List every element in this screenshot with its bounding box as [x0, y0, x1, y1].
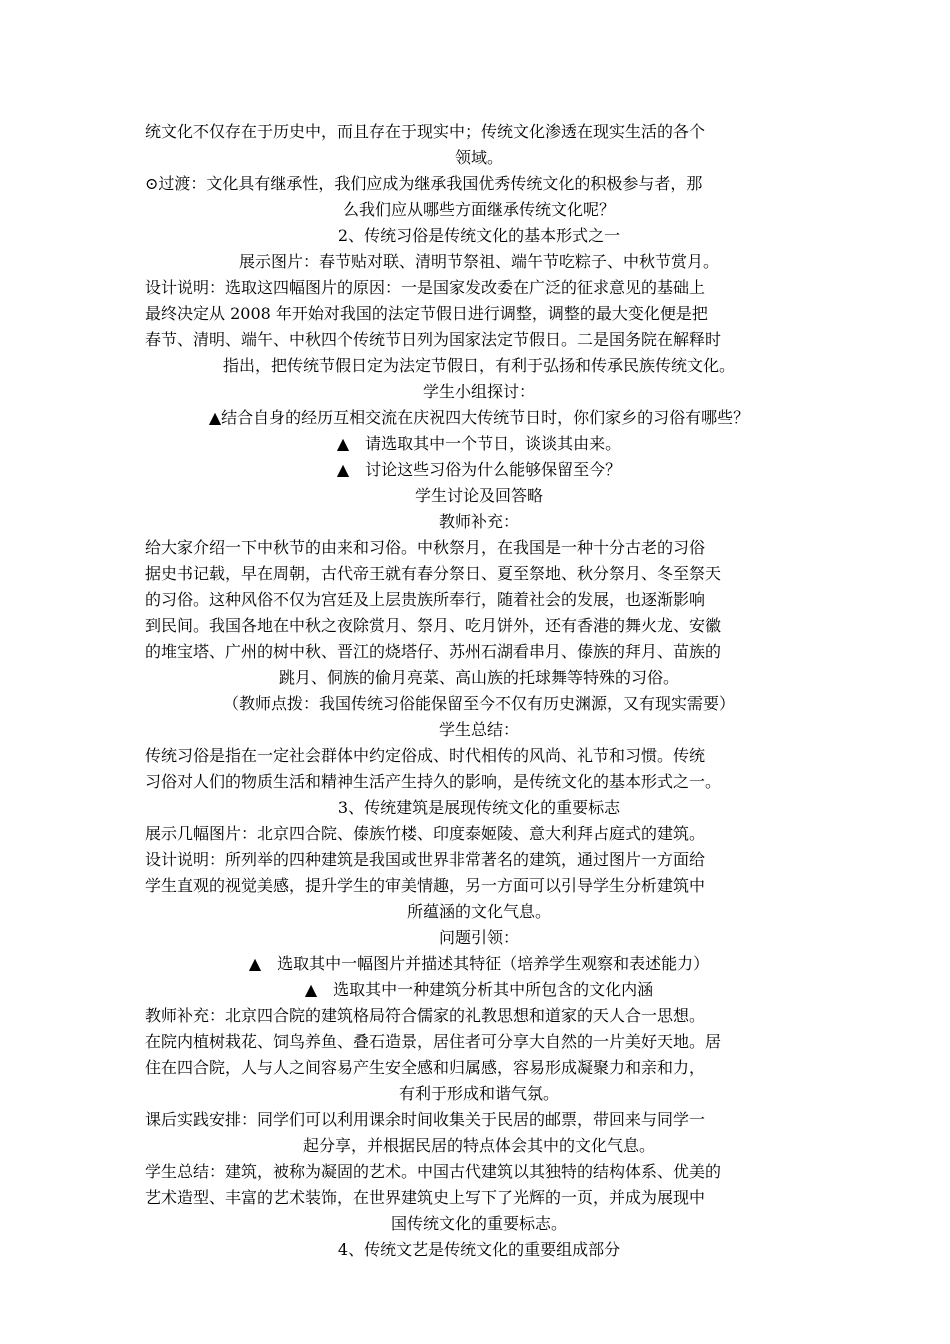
text-line: ⊙过渡：文化具有继承性，我们应成为继承我国优秀传统文化的积极参与者，那 — [145, 174, 703, 193]
text-line: 跳月、侗族的偷月亮菜、高山族的托球舞等特殊的习俗。 — [278, 668, 679, 687]
paragraph-mid-autumn-origin — [145, 535, 813, 691]
paragraph-student-summary-label — [145, 717, 813, 743]
paragraph-show-pictures-festivals — [145, 249, 813, 275]
text-line: 有利于形成和谐气氛。 — [398, 1084, 559, 1103]
paragraph-question-guide-label — [145, 925, 813, 951]
text-line: 最终决定从 2008 年开始对我国的法定节假日进行调整，调整的最大变化便是把 — [145, 304, 708, 323]
text-line: 指出，把传统节假日定为法定节假日，有利于弘扬和传承民族传统文化。 — [222, 356, 735, 375]
heading-text: 2、传统习俗是传统文化的基本形式之一 — [337, 226, 621, 245]
paragraph-transition — [145, 171, 813, 223]
text-line: 学生直观的视觉美感，提升学生的审美情趣，另一方面可以引导学生分析建筑中 — [145, 876, 706, 895]
text-line: 起分享，并根据民居的特点体会其中的文化气息。 — [302, 1136, 655, 1155]
paragraph-show-pictures-architecture — [145, 821, 813, 847]
text-line: 的习俗。这种风俗不仅为宫廷及上层贵族所奉行，随着社会的发展，也逐渐影响 — [145, 590, 706, 609]
text-line: 据史书记载，早在周朝，古代帝王就有春分祭日、夏至祭地、秋分祭月、冬至祭天 — [145, 564, 722, 583]
document-page — [145, 119, 813, 1263]
text-line: ▲ 选取其中一幅图片并描述其特征（培养学生观察和表述能力） — [248, 954, 710, 973]
text-line: 学生小组探讨： — [422, 382, 535, 401]
section-heading-3 — [145, 795, 813, 821]
paragraph-customs-definition — [145, 743, 813, 795]
text-line: 的堆宝塔、广州的树中秋、晋江的烧塔仔、苏州石湖看串月、傣族的拜月、苗族的 — [145, 642, 722, 661]
text-line: 领域。 — [454, 148, 503, 167]
text-line: 教师补充： — [438, 512, 519, 531]
text-line: 传统习俗是指在一定社会群体中约定俗成、时代相传的风尚、礼节和习惯。传统 — [145, 746, 706, 765]
text-line: 课后实践安排：同学们可以利用课余时间收集关于民居的邮票，带回来与同学一 — [145, 1110, 706, 1129]
bullet-analyze-architecture — [145, 977, 813, 1003]
text-line: 住在四合院，人与人之间容易产生安全感和归属感，容易形成凝聚力和亲和力， — [145, 1058, 706, 1077]
paragraph-after-class-practice — [145, 1107, 813, 1159]
bullet-question-preserved — [145, 457, 813, 483]
paragraph-design-note-festivals — [145, 275, 813, 379]
section-heading-4 — [145, 1237, 813, 1263]
text-line: ▲ 请选取其中一个节日，谈谈其由来。 — [336, 434, 622, 453]
paragraph-teacher-supplement-label — [145, 509, 813, 535]
text-line: 学生总结：建筑，被称为凝固的艺术。中国古代建筑以其独特的结构体系、优美的 — [145, 1162, 722, 1181]
text-line: 统文化不仅存在于历史中，而且存在于现实中；传统文化渗透在现实生活的各个 — [145, 122, 706, 141]
text-line: 学生总结： — [438, 720, 519, 739]
paragraph-siheyuan-supplement — [145, 1003, 813, 1107]
text-line: ▲结合自身的经历互相交流在庆祝四大传统节日时，你们家乡的习俗有哪些？ — [208, 408, 750, 427]
text-line: 问题引领： — [438, 928, 519, 947]
paragraph-teacher-hint — [145, 691, 813, 717]
bullet-question-origin — [145, 431, 813, 457]
text-line: 给大家介绍一下中秋节的由来和习俗。中秋祭月，在我国是一种十分古老的习俗 — [145, 538, 706, 557]
text-line: 教师补充：北京四合院的建筑格局符合儒家的礼教思想和道家的天人合一思想。 — [145, 1006, 706, 1025]
text-line: ▲ 讨论这些习俗为什么能够保留至今？ — [336, 460, 622, 479]
paragraph-group-discussion-label — [145, 379, 813, 405]
paragraph-design-note-architecture — [145, 847, 813, 925]
paragraph-traditional-culture-in-reality — [145, 119, 813, 171]
paragraph-architecture-summary — [145, 1159, 813, 1237]
text-line: 在院内植树栽花、饲鸟养鱼、叠石造景，居住者可分享大自然的一片美好天地。居 — [145, 1032, 722, 1051]
text-line: 习俗对人们的物质生活和精神生活产生持久的影响，是传统文化的基本形式之一。 — [145, 772, 722, 791]
text-line: （教师点拨：我国传统习俗能保留至今不仅有历史渊源，又有现实需要） — [222, 694, 735, 713]
text-line: 春节、清明、端午、中秋四个传统节日列为国家法定节假日。二是国务院在解释时 — [145, 330, 722, 349]
text-line: ▲ 选取其中一种建筑分析其中所包含的文化内涵 — [304, 980, 654, 999]
text-line: 国传统文化的重要标志。 — [390, 1214, 567, 1233]
paragraph-student-discussion — [145, 483, 813, 509]
section-heading-2 — [145, 223, 813, 249]
text-line: 展示图片：春节贴对联、清明节祭祖、端午节吃粽子、中秋节赏月。 — [238, 252, 719, 271]
text-line: 所蕴涵的文化气息。 — [406, 902, 551, 921]
text-line: 到民间。我国各地在中秋之夜除赏月、祭月、吃月饼外，还有香港的舞火龙、安徽 — [145, 616, 722, 635]
text-line: 么我们应从哪些方面继承传统文化呢？ — [342, 200, 615, 219]
bullet-describe-picture — [145, 951, 813, 977]
text-line: 艺术造型、丰富的艺术装饰，在世界建筑史上写下了光辉的一页，并成为展现中 — [145, 1188, 706, 1207]
heading-text: 4、传统文艺是传统文化的重要组成部分 — [337, 1240, 621, 1259]
text-line: 学生讨论及回答略 — [414, 486, 543, 505]
heading-text: 3、传统建筑是展现传统文化的重要标志 — [337, 798, 621, 817]
text-line: 设计说明：选取这四幅图片的原因：一是国家发改委在广泛的征求意见的基础上 — [145, 278, 706, 297]
text-line: 设计说明：所列举的四种建筑是我国或世界非常著名的建筑，通过图片一方面给 — [145, 850, 706, 869]
text-line: 展示几幅图片：北京四合院、傣族竹楼、印度泰姬陵、意大利拜占庭式的建筑。 — [145, 824, 706, 843]
bullet-question-customs — [145, 405, 813, 431]
